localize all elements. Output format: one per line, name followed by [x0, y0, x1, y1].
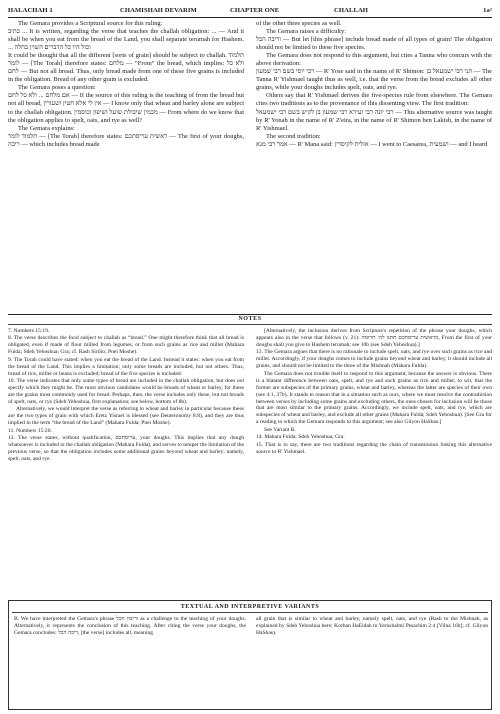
note: 13. The Gemara argues that there is no rationale to include spelt, oats, and rye over such grains as rice and millet. Accordingly, if your doughs comes to include grains beyond wheat and barley, it should include all grains, and should not be limited to the three of the Mishnah (Mahara Fulda).	[256, 349, 492, 370]
note: 12. The verse states, without qualification, עריסתכם, your doughs. This implies that any dough whatsoever is included in the challah obligation (Mahara Fulda), and serves to temper the limitation of the previous verse, so that the obligation includes some additional grains beyond wheat and barley; namely, spelt, oats, and rye.	[8, 435, 245, 463]
gemara-paragraph: כתיב ... It is written, regarding the verse that teaches the challah obligation: ... — And it shall be when you eat from the bread of the Land, you shall separate terumah for Hashem. ... וכול היו כל הדברים השוין בחלה	[8, 28, 244, 52]
note: [Alternatively, the inclusion derives from Scripture's repetition of the phrase your doughs, which appears also in the verse that follows (v. 21): מראשית עריסתכם תתנו לה׳ תרומה, From the first of your doughs shall you give to Hashem terumah; see 10b (see Sdeh Yehoshua).]	[256, 328, 492, 348]
notes-title-rule	[8, 324, 492, 325]
gemara-paragraph: תלמוד לומר — [The Torah] therefore states: ראשית עריסתכם — The first of your doughs, ריבה — which includes bread made	[8, 132, 245, 148]
gemara-paragraph: The Gemara provides a Scriptural source for this ruling:	[18, 20, 163, 27]
note: 9. The Torah could have stated: when you eat the bread of the Land. Instead it states: when you eat from the bread of the Land. This implies a limitation; only some breads are included, but not others. Thus, bread of rice, millet or beans is excluded; bread of the five species is included.	[8, 356, 244, 377]
notes-divider	[8, 314, 492, 315]
notes-left-column	[8, 328, 244, 464]
variants-title-rule	[12, 612, 488, 613]
note: 10. The verse indicates that only some types of bread are included in the challah obligation, but does not specify which they might be. The most obvious candidates would be breads of wheat or barley, for these are the grains most commonly used for bread. Perhaps, then, the verse includes only these, but not breads of spelt, oats, or rye (Sdeh Yehoshua, first explanation; see below, bottom of 8b).	[8, 378, 244, 406]
header-rule	[8, 17, 492, 18]
note: See Variant B.	[264, 426, 296, 433]
notes-right-column	[256, 328, 492, 456]
header-topic: CHALLAH	[334, 7, 369, 14]
note: 15. That is to say, there are two traditions regarding the chain of transmission linking this alternative source to R' Yishmael.	[256, 441, 492, 455]
note: 14. Mahara Fulda; Sdeh Yehoshua; Gra.	[256, 434, 345, 441]
gemara-paragraph: The Gemara explains:	[18, 124, 75, 132]
header-tractate: CHAMISHAH DEVARIM	[120, 7, 197, 14]
header-halachah: HALACHAH 1	[8, 7, 53, 14]
gemara-paragraph: The Gemara poses a question:	[18, 84, 96, 92]
gemara-paragraph: רבי יוסי בשם רבי שמעון — R' Yose said in the name of R' Shimon: תני רבי ישמעאל בן — The Tanna R' Yishmael taught thus as well, i.e. that the verse from the bread excludes all other grains, while your doughs includes spelt, oats, and rye.	[256, 68, 493, 92]
header-chapter: CHAPTER ONE	[230, 7, 280, 14]
variants-title: TEXTUAL AND INTERPRETIVE VARIANTS	[180, 604, 320, 610]
note: Alternatively, we would interpret the verse as referring to wheat and barley in particular because these are the two types of grain with which Eretz Yisrael is blessed (see Deuteronomy 8:8), and they are thus implied in the term “the bread of the Land” (Mahara Fulda; Pnei Moshe).	[8, 406, 244, 427]
note: 8. The verse describes the food subject to challah as “bread.” One might therefore think that all bread is obligated, even if made of flour milled from legumes, or from such grains as rice and millet (Mahara Fulda; Sdeh Yehoshua; Gra; cf. Rash Sirilio; Pnei Moshe).	[8, 335, 244, 356]
gemara-paragraph: אם מלחם ... ולא כל לחם — If the source of this ruling is the teaching of from the bread but not all bread, אין לי אלא חטין ושעורין — I know only that wheat and barley alone are subject to the challah obligation. מכמין שיבולת שועל ושיפון וכוסמין — From where do we know that the obligation applies to spelt, oats, and rye as well?	[8, 92, 245, 124]
gemara-paragraph: It could be thought that all the different [sorts of grain] should be subject to challah. תלמוד לומר — [The Torah] therefore states: מלחם — “From” the bread, which implies: ולא כל לחם — But not all bread. Thus, only bread made from one of these five grains is included in the obligation. Bread of any other grain is excluded.	[8, 52, 244, 84]
running-header	[8, 4, 492, 18]
notes-title: NOTES	[238, 316, 262, 322]
page	[8, 0, 492, 714]
gemara-paragraph: The second tradition:	[266, 132, 321, 140]
gemara-paragraph: The Gemara does not respond to this argument, but cites a Tanna who concurs with the above derivation:	[256, 52, 492, 68]
gemara-paragraph: וריבה הכל — But let [this phrase] include bread made of all types of grain! The obligation should not be limited to these five species.	[256, 36, 492, 52]
variant-right-text: all grain that is similar to wheat and barley, namely spelt, oats, and rye (Rash to the Mishnah, as explained by Sdeh Yehoshua here; Korban HaEidah to Yerushalmi Pesachim 2:4 [Vilna 16b]; cf. Gilyon HaShas).	[256, 616, 488, 636]
header-folio: 1a²	[483, 7, 492, 14]
note: 7. Numbers 15:19.	[8, 328, 50, 334]
gemara-paragraph: of the other three species as well.	[256, 20, 342, 27]
variant-left-text: B. We have interpreted the Gemara's phrase וריבה הכל as a challenge to the teaching of your doughs. Alternatively, it represents the conclusion of this teaching. After citing the verse your doughs, the Gemara concludes: ריבה הכל, [the verse] includes all, meaning	[14, 616, 246, 636]
gemara-paragraph: רבי יונה רבי זעירא רבי שמעון בן לקיש בשם רבי ישמעאל — This alternative source was taught by R' Yonah in the name of R' Z'eira, in the name of R' Shimon ben Lakish, in the name of R' Yishmael.	[256, 108, 492, 132]
note: The Gemara does not trouble itself to respond to this argument, because the answer is obvious. There is a blatant difference between oats, spelt, and rye and such grains as rice and millet; to wit, that the former are subspecies of the primary grains, wheat and barley, whereas the latter are species of their own (see 4:1, 37b). It stands to reason that in a situation such as ours, where we must resolve the contradiction between verses by including some grains and excluding others, the ones chosen for inclusion will be those that are most similar to the primary grains. Accordingly, we include spelt, oats, and rye, which are subspecies of wheat and barley, and exclude all other grains (Mahara Fulda; Sdeh Yehoshua). [See Gra for a reading in which the Gemara responds to this argument; see also Gilyon HaShas.]	[256, 370, 492, 426]
gemara-paragraph: אמר רבי מנא — R' Mana said: אזלית לקיסרין — I went to Caesarea, ושמעית — and I heard	[256, 140, 488, 148]
gemara-left-column	[8, 20, 244, 149]
gemara-paragraph: The Gemara raises a difficulty:	[266, 28, 346, 36]
note: 11. Numbers 15:20.	[8, 427, 52, 434]
gemara-right-column	[256, 20, 492, 149]
gemara-paragraph: Others say that R' Yishmael derives the five-species rule from elsewhere. The Gemara cites two traditions as to the provenance of this dissenting view. The first tradition:	[256, 92, 492, 108]
